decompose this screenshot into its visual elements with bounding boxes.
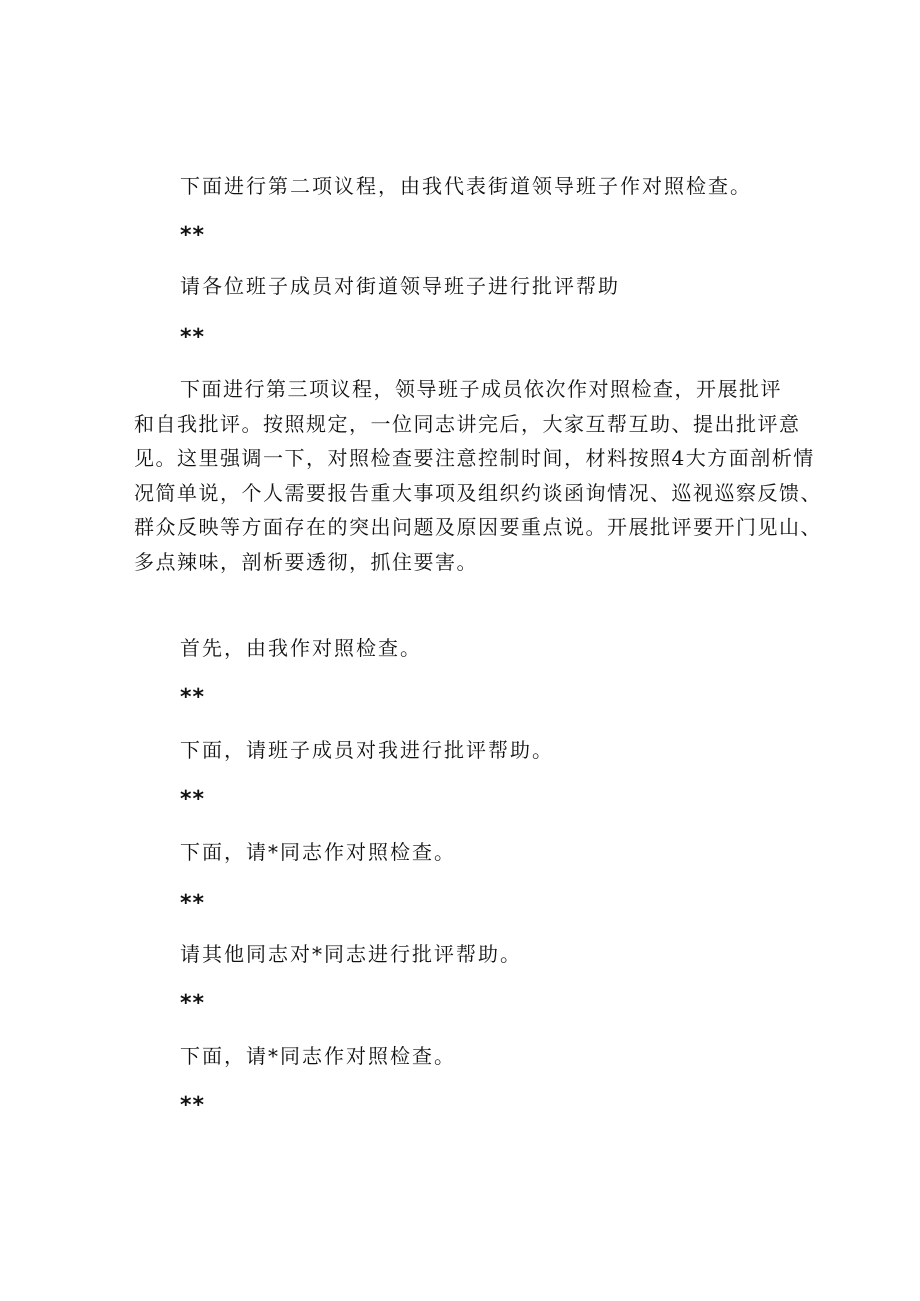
paragraph-line: 群众反映等方面存在的突出问题及原因要重点说。开展批评要开门见山、: [134, 515, 822, 539]
paragraph-criticism-request: 请各位班子成员对街道领导班子进行批评帮助: [180, 274, 620, 298]
paragraph-line: 多点辣味，剖析要透彻，抓住要害。: [134, 549, 478, 574]
paragraph-comrade-self-check-2: 下面，请*同志作对照检查。: [180, 1044, 456, 1068]
paragraph-first-self-check: 首先，由我作对照检查。: [180, 636, 422, 660]
paragraph-line: 见。这里强调一下，对照检查要注意控制时间，材料按照4大方面剖析情: [134, 446, 815, 470]
paragraph-agenda-two: 下面进行第二项议程，由我代表街道领导班子作对照检查。: [180, 174, 752, 198]
paragraph-agenda-three: [134, 372, 822, 579]
placeholder-stars-2: **: [180, 325, 206, 350]
paragraph-line: 况简单说，个人需要报告重大事项及组织约谈函询情况、巡视巡察反馈、: [134, 480, 822, 505]
paragraph-line: 和自我批评。按照规定，一位同志讲完后，大家互帮互助、提出批评意: [134, 411, 801, 436]
placeholder-stars-3: **: [180, 685, 206, 710]
placeholder-stars-7: **: [180, 1093, 206, 1118]
placeholder-stars-4: **: [180, 787, 206, 812]
paragraph-line: 下面进行第三项议程，领导班子成员依次作对照检查，开展批评: [180, 377, 782, 401]
placeholder-stars-6: **: [180, 991, 206, 1016]
paragraph-others-criticize-comrade: 请其他同志对*同志进行批评帮助。: [180, 942, 522, 966]
paragraph-members-criticize-me: 下面，请班子成员对我进行批评帮助。: [180, 738, 554, 762]
paragraph-comrade-self-check-1: 下面，请*同志作对照检查。: [180, 840, 456, 864]
placeholder-stars-5: **: [180, 891, 206, 916]
placeholder-stars-1: **: [180, 223, 206, 248]
